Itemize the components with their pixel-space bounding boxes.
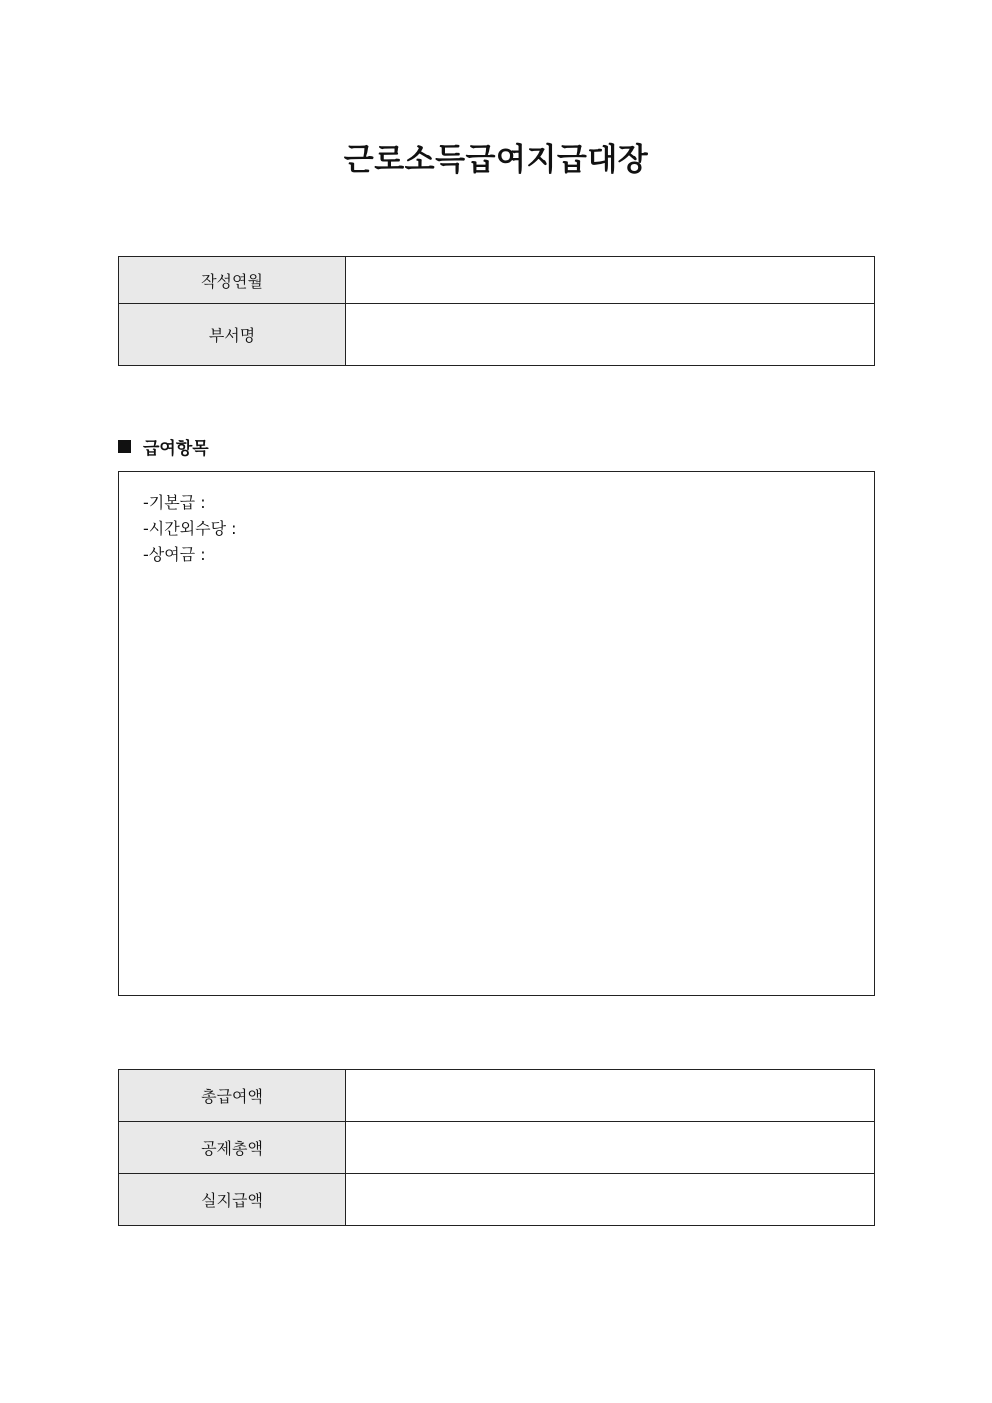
label-total-deduction: 공제총액: [119, 1122, 346, 1174]
label-date: 작성연월: [119, 257, 346, 304]
value-date[interactable]: [346, 257, 875, 304]
section-heading-text: 급여항목: [143, 439, 209, 459]
pay-item-overtime: -시간외수당 :: [143, 519, 237, 538]
summary-row-net-pay: [119, 1174, 875, 1226]
info-row-department: [119, 304, 875, 366]
summary-table: [118, 1069, 875, 1226]
summary-row-total-pay: [119, 1070, 875, 1122]
document-title: 근로소득급여지급대장: [343, 142, 649, 178]
value-total-pay[interactable]: [346, 1070, 875, 1122]
label-total-pay: 총급여액: [119, 1070, 346, 1122]
pay-items-list: [143, 490, 237, 568]
value-total-deduction[interactable]: [346, 1122, 875, 1174]
value-net-pay[interactable]: [346, 1174, 875, 1226]
section-heading: [118, 434, 209, 459]
pay-items-box[interactable]: [118, 471, 875, 996]
label-net-pay: 실지급액: [119, 1174, 346, 1226]
info-table: [118, 256, 875, 366]
pay-item-base: -기본급 :: [143, 493, 206, 512]
summary-row-total-deduction: [119, 1122, 875, 1174]
info-row-date: [119, 257, 875, 304]
pay-item-bonus: -상여금 :: [143, 545, 206, 564]
label-department: 부서명: [119, 304, 346, 366]
value-department[interactable]: [346, 304, 875, 366]
square-bullet-icon: [118, 440, 131, 453]
